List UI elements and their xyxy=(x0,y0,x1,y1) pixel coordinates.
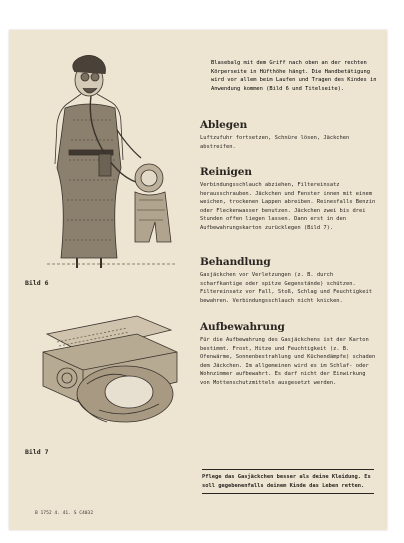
section-behandlung xyxy=(200,256,378,305)
section-body: Gasjäckchen vor Verletzungen (z. B. durch scharfkantige oder spitze Gegenstände) schützen. Filtereinsatz vor Fall, Stoß, Schlag und Feuchtigkeit bewahren. Verbindungsschlauch nicht knicken. xyxy=(200,272,373,304)
section-body: Verbindungsschlauch abziehen, Filtereinsatz herausschrauben. Jäckchen und Fenster innen mit einem weichen, trockenen Lappen abreiben. Reinesfalls Benzin oder Fleckenwasser benutzen. Jäckchen zwei bis drei Stunden offen liegen lassen. Dann erst in den Aufbewahrungskarton zurücklegen (Bild 7). xyxy=(200,182,376,231)
caption-bild-7: Bild 7 xyxy=(25,448,49,456)
section-body: Luftzufuhr fortsetzen, Schnüre lösen, Jäckchen abstreifen. xyxy=(200,135,350,150)
document-page xyxy=(9,30,387,530)
section-heading: Behandlung xyxy=(200,256,271,268)
woman-child-gasmask-illustration xyxy=(37,50,187,270)
care-notice: Pflege das Gasjäckchen besser als deine Kleidung. Es soll gegebenenfalls deinem Kinde das Leben retten. xyxy=(202,469,374,494)
intro-paragraph: Blasebalg mit dem Griff nach oben an der rechten Körperseite in Hüfthöhe hängt. Die Handbetätigung wird vor allem beim Laufen und Tragen des Kindes in Anwendung kommen (Bild 6 und Titelseite). xyxy=(211,60,377,92)
section-reinigen xyxy=(200,166,378,233)
print-code: B 1752 4. 41. S C4032 xyxy=(35,511,94,516)
section-heading: Aufbewahrung xyxy=(200,321,285,333)
section-ablegen xyxy=(200,119,378,151)
storage-box-illustration xyxy=(37,312,187,437)
section-heading: Reinigen xyxy=(200,166,252,178)
section-aufbewahrung xyxy=(200,321,378,388)
caption-bild-6: Bild 6 xyxy=(25,279,49,287)
section-heading: Ablegen xyxy=(200,119,248,131)
section-body: Für die Aufbewahrung des Gasjäckchens ist der Karton bestimmt. Frost, Hitze und Feuchtigkeit (z. B. Ofenwärme, Sonnenbestrahlung und Küchendämpfe) schaden dem Jäckchen. Im allgemeinen wird es im Schlaf- oder Wohnzimmer aufbewahrt. Es darf nicht der Einwirkung von Mottenschutzmitteln ausgesetzt werden. xyxy=(200,337,376,386)
